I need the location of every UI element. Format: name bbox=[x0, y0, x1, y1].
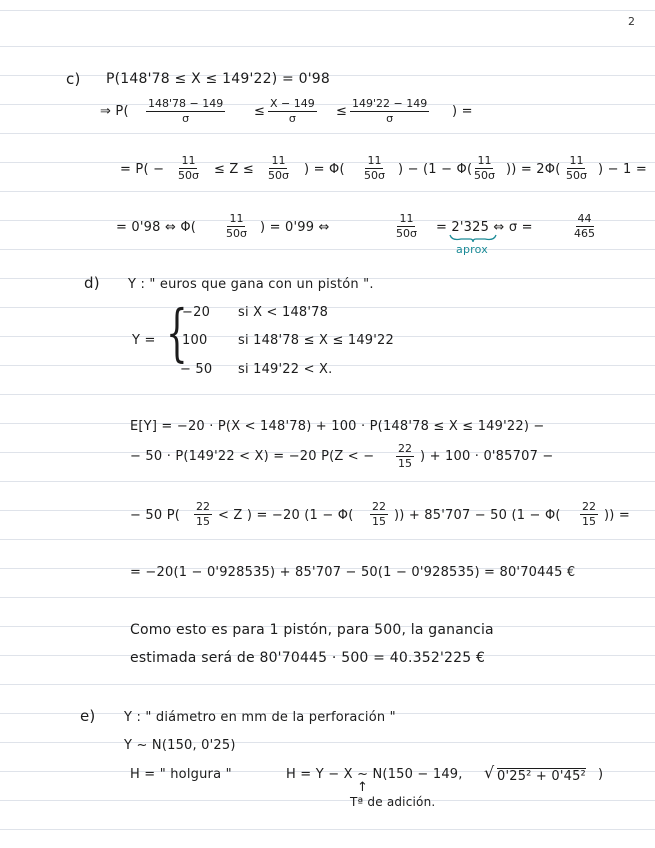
c-line-1: P(148'78 ≤ X ≤ 149'22) = 0'98 bbox=[106, 71, 330, 87]
math-symbol: ≤ bbox=[336, 104, 348, 119]
case-value: −20 bbox=[182, 305, 211, 320]
section-label-d: d) bbox=[84, 274, 100, 292]
math-text: )) + 85'707 − 50 (1 − Φ( bbox=[394, 508, 561, 523]
fraction: $\frac{11}{50\sigma}$ bbox=[364, 154, 385, 182]
aprox-note: aprox bbox=[456, 243, 488, 256]
case-value: − 50 bbox=[180, 362, 213, 377]
math-text: ) + 100 · 0'85707 − bbox=[420, 449, 554, 464]
fraction: $\frac{11}{50\sigma}$ bbox=[178, 154, 199, 182]
math-text: ) − 1 = bbox=[598, 162, 647, 177]
fraction: $\frac{11}{50\sigma}$ bbox=[566, 154, 587, 182]
theorem-note: Tª de adición. bbox=[350, 795, 436, 809]
sqrt-symbol: √ bbox=[484, 763, 495, 782]
h-equation-close: ) bbox=[598, 767, 604, 782]
piecewise-brace: { bbox=[166, 296, 188, 369]
fraction: $\frac{11}{50\sigma}$ bbox=[268, 154, 289, 182]
fraction: $\frac{149'22 - 149}{\sigma}$ bbox=[352, 97, 428, 125]
expectation-line-1: E[Y] = −20 · P(X < 148'78) + 100 · P(148'78 ≤ X ≤ 149'22) − bbox=[130, 419, 545, 434]
sqrt-radicand: 0'25² + 0'45² bbox=[497, 769, 586, 784]
fraction: $\frac{22}{15}$ bbox=[398, 442, 412, 470]
expectation-line-2: − 50 · P(149'22 < X) = −20 P(Z < − bbox=[130, 449, 375, 464]
math-text: = 0'98 ⇔ Φ( bbox=[116, 220, 197, 235]
math-text: = P( − bbox=[120, 162, 165, 177]
math-text: ≤ Z ≤ bbox=[214, 162, 254, 177]
math-text: < Z ) = −20 (1 − Φ( bbox=[218, 508, 354, 523]
fraction: $\frac{22}{15}$ bbox=[582, 500, 596, 528]
case-condition: si X < 148'78 bbox=[238, 305, 329, 320]
section-label-c: c) bbox=[66, 70, 81, 88]
math-text: ) − (1 − Φ( bbox=[398, 162, 473, 177]
fraction: $\frac{11}{50\sigma}$ bbox=[474, 154, 495, 182]
h-equation: H = Y − X ~ N(150 − 149, bbox=[286, 767, 463, 782]
page-number: 2 bbox=[628, 15, 636, 28]
math-text: ) = bbox=[452, 104, 473, 119]
case-value: 100 bbox=[182, 333, 208, 348]
case-condition: si 149'22 < X. bbox=[238, 362, 333, 377]
fraction: $\frac{148'78 - 149}{\sigma}$ bbox=[148, 97, 224, 125]
expectation-line-4: = −20(1 − 0'928535) + 85'707 − 50(1 − 0'928535) = 80'70445 € bbox=[130, 565, 576, 580]
math-text: ) = 0'99 ⇔ bbox=[260, 220, 330, 235]
piecewise-y-eq: Y = bbox=[132, 333, 156, 348]
math-symbol: ≤ bbox=[254, 104, 266, 119]
e-definition: Y : " diámetro en mm de la perforación " bbox=[124, 710, 396, 725]
d-definition: Y : " euros que gana con un pistón ". bbox=[128, 277, 374, 292]
fraction: $\frac{22}{15}$ bbox=[372, 500, 386, 528]
c-line-2-prefix: ⇒ P( bbox=[100, 104, 129, 119]
section-label-e: e) bbox=[80, 707, 96, 725]
case-condition: si 148'78 ≤ X ≤ 149'22 bbox=[238, 333, 394, 348]
fraction: $\frac{22}{15}$ bbox=[196, 500, 210, 528]
fraction: $\frac{X - 149}{\sigma}$ bbox=[270, 97, 315, 125]
fraction: $\frac{11}{50\sigma}$ bbox=[226, 212, 247, 240]
math-text: )) = bbox=[604, 508, 630, 523]
math-text: ) = Φ( bbox=[304, 162, 345, 177]
fraction: $\frac{44}{465}$ bbox=[574, 212, 595, 240]
conclusion-line-2: estimada será de 80'70445 · 500 = 40.352'225 € bbox=[130, 650, 486, 666]
math-text: )) = 2Φ( bbox=[506, 162, 561, 177]
e-distribution: Y ~ N(150, 0'25) bbox=[124, 738, 236, 753]
h-definition: H = " holgura " bbox=[130, 767, 232, 782]
up-arrow-icon: ↑ bbox=[357, 780, 368, 795]
conclusion-line-1: Como esto es para 1 pistón, para 500, la ganancia bbox=[130, 622, 494, 638]
math-text: = 2'325 ⇔ σ = bbox=[436, 220, 533, 235]
aprox-underbrace bbox=[448, 233, 498, 243]
fraction: $\frac{11}{50\sigma}$ bbox=[396, 212, 417, 240]
expectation-line-3: − 50 P( bbox=[130, 508, 181, 523]
